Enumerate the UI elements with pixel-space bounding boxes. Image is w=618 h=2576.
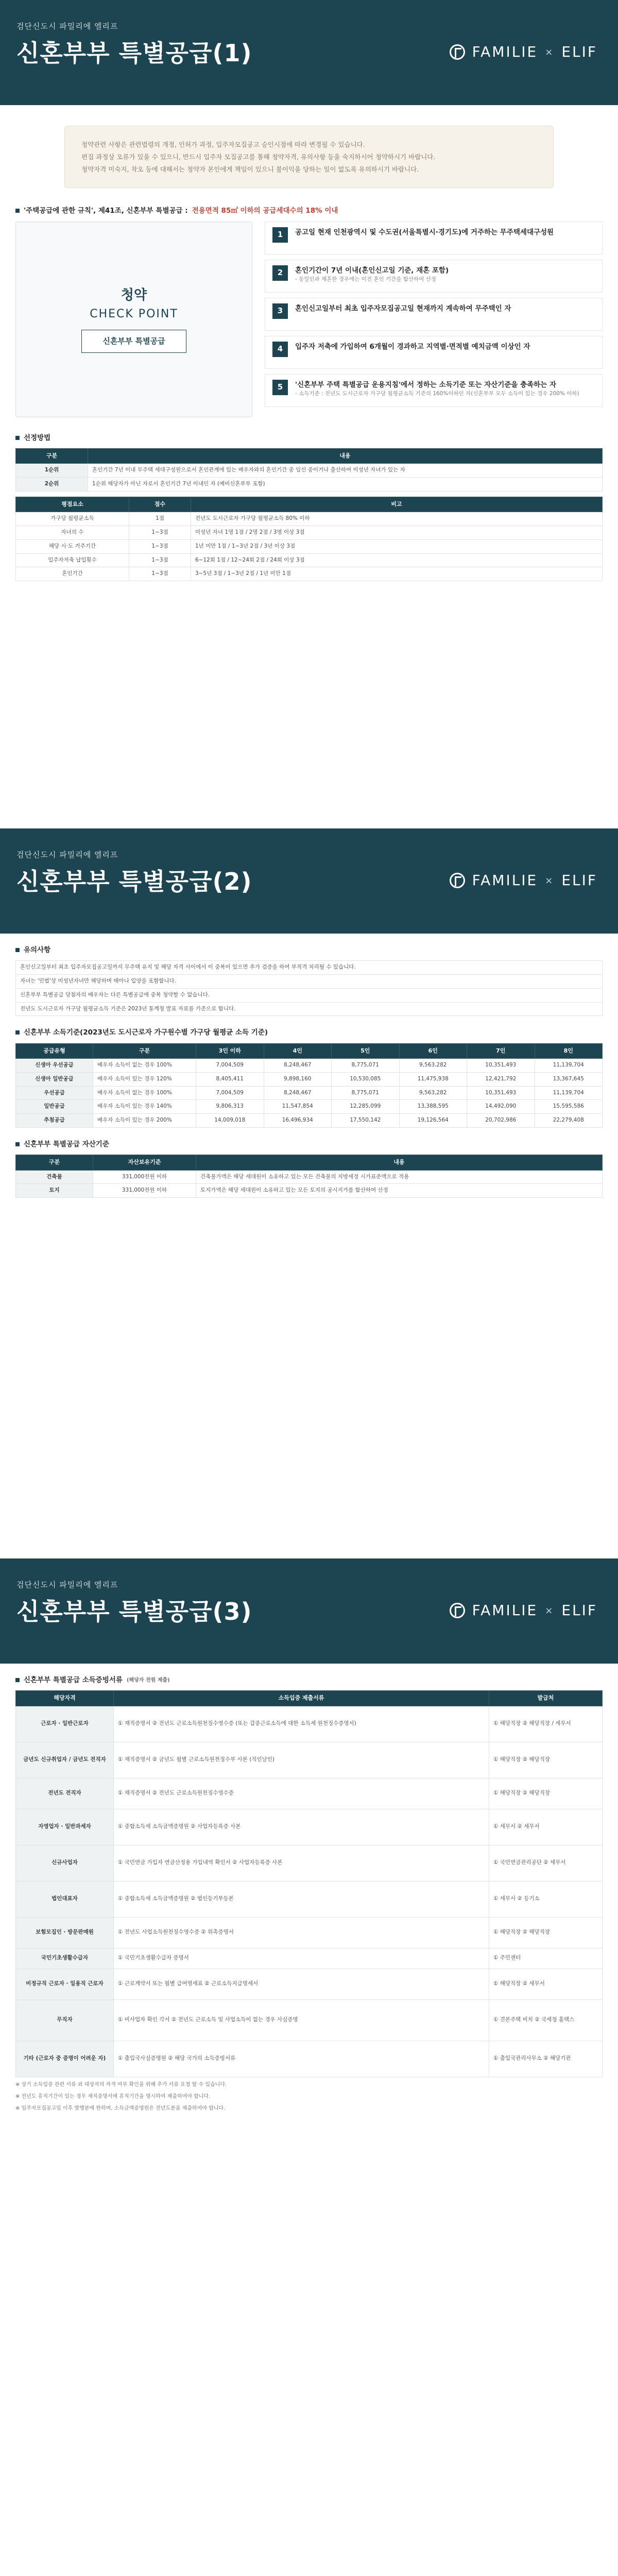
brand-logo bbox=[450, 870, 597, 891]
table-row bbox=[16, 975, 603, 989]
cell: 건축물가액은 해당 세대원이 소유하고 있는 모든 건축물의 지방세정 시가표준액으로 적용 bbox=[196, 1170, 603, 1184]
col-header: 3인 이하 bbox=[196, 1043, 264, 1059]
section-heading bbox=[15, 1675, 603, 1685]
cell: ① 세무서 ② 세무서 bbox=[489, 1809, 603, 1845]
row-value: 1순위 해당자가 아닌 자로서 혼인기간 7년 이내인 자 (예비신혼부부 포함) bbox=[88, 478, 603, 492]
heading-highlight: 전용면적 85㎡ 이하의 공급세대수의 18% 이내 bbox=[192, 207, 338, 215]
col-header: 5인 bbox=[332, 1043, 400, 1059]
cell: 기타 (근로자 중 증명이 어려운 자) bbox=[16, 2041, 114, 2077]
cell: 20,702,986 bbox=[467, 1114, 535, 1128]
table-row bbox=[16, 567, 603, 581]
cell: 미성년 자녀 1명 1점 / 2명 2점 / 3명 이상 3점 bbox=[191, 526, 603, 540]
cell: ① 출입국관리사무소 ② 해당기관 bbox=[489, 2041, 603, 2077]
section-heading bbox=[15, 433, 603, 443]
table-row bbox=[16, 988, 603, 1002]
table-row bbox=[16, 1881, 603, 1917]
table-row bbox=[16, 1100, 603, 1114]
notice-line: 청약관련 사항은 관련법령의 개정, 인허가 과정, 입주자모집공고 승인시점에 따라 변경될 수 있습니다. bbox=[81, 141, 365, 148]
cell: 10,351,493 bbox=[467, 1086, 535, 1100]
cell: 11,547,854 bbox=[264, 1100, 332, 1114]
col-header: 6인 bbox=[399, 1043, 467, 1059]
cell: 10,351,493 bbox=[467, 1059, 535, 1073]
familie-logo-icon bbox=[450, 1603, 465, 1618]
cell: 331,000천원 이하 bbox=[93, 1170, 196, 1184]
cell: 19,126,564 bbox=[399, 1114, 467, 1128]
cell: ① 해당직장 ② 해당직장 bbox=[489, 1917, 603, 1948]
table-row bbox=[16, 1706, 603, 1742]
table-row bbox=[16, 1969, 603, 1999]
footnote: ※ 전년도 휴직기간이 있는 경우 재직증명서에 휴직기간을 명시하여 제출하여야 합니다. bbox=[15, 2093, 211, 2099]
table-row bbox=[16, 1948, 603, 1969]
table-row bbox=[16, 2041, 603, 2077]
cell: 비정규직 근로자 · 일용직 근로자 bbox=[16, 1969, 114, 1999]
heading-text: 신혼부부 소득기준(2023년도 도시근로자 가구원수별 가구당 월평균 소득 기준) bbox=[24, 1028, 268, 1037]
square-bullet-icon bbox=[15, 1678, 20, 1682]
col-header: 4인 bbox=[264, 1043, 332, 1059]
cell: 보험모집인 · 방문판매원 bbox=[16, 1917, 114, 1948]
section-heading bbox=[15, 1139, 603, 1149]
cell: 배우자 소득이 있는 경우 140% bbox=[93, 1100, 196, 1114]
table-row bbox=[16, 539, 603, 553]
col-header: 점수 bbox=[129, 497, 191, 512]
note-line: 신혼부부 특별공급 당첨자의 배우자는 다른 특별공급에 중복 청약할 수 없습니다. bbox=[16, 988, 603, 1002]
table-row bbox=[16, 1742, 603, 1778]
cell: ① 해당직장 ② 해당직장 bbox=[489, 1742, 603, 1778]
note-line: 혼인신고일부터 최초 입주자모집공고일까지 무주택 유지 및 해당 자격 사이에서 이 중복이 있으면 추가 검증을 하여 부적격 처리될 수 있습니다. bbox=[16, 961, 603, 975]
table-row bbox=[16, 1114, 603, 1128]
col-header: 7인 bbox=[467, 1043, 535, 1059]
footnote: ※ 입주자모집공고일 이후 발행분에 한하며, 소득금액증명원은 전년도분을 제출하여야 합니다. bbox=[15, 2105, 226, 2111]
cell: 전년도 전직자 bbox=[16, 1778, 114, 1809]
cell: 11,139,704 bbox=[535, 1086, 603, 1100]
cell: ① 종합소득세 소득금액증명원 ② 사업자등록증 사본 bbox=[114, 1809, 489, 1845]
familie-logo-icon bbox=[450, 873, 465, 888]
cell: 신규사업자 bbox=[16, 1845, 114, 1881]
cell: 11,475,938 bbox=[399, 1072, 467, 1086]
table-row bbox=[16, 1086, 603, 1100]
logo-text: FAMILIE bbox=[472, 1602, 538, 1619]
logo-partner: ELIF bbox=[561, 1602, 597, 1619]
cell: 331,000천원 이하 bbox=[93, 1184, 196, 1198]
check-pill: 신혼부부 특별공급 bbox=[81, 330, 186, 353]
banner-3 bbox=[0, 1558, 618, 1664]
heading-note: (해당자 전원 제출) bbox=[126, 1677, 170, 1683]
cell: 1~3점 bbox=[129, 526, 191, 540]
cell: 신생아 우선공급 bbox=[16, 1059, 93, 1073]
table-row bbox=[16, 1917, 603, 1948]
banner-1 bbox=[0, 0, 618, 105]
cell: 11,139,704 bbox=[535, 1059, 603, 1073]
cell: 혼인기간 bbox=[16, 567, 129, 581]
heading-text: 유의사항 bbox=[24, 946, 51, 954]
cell: ① 출입국사실증명원 ② 해당 국가의 소득증빙서류 bbox=[114, 2041, 489, 2077]
cell: 14,492,090 bbox=[467, 1100, 535, 1114]
table-row bbox=[16, 1072, 603, 1086]
order-table bbox=[15, 448, 603, 492]
logo-cross: × bbox=[545, 1605, 555, 1616]
cell: 3~5년 3점 / 1~3년 2점 / 1년 미만 1점 bbox=[191, 567, 603, 581]
cell: 15,595,586 bbox=[535, 1100, 603, 1114]
table-row bbox=[16, 526, 603, 540]
cell: 국민기초생활수급자 bbox=[16, 1948, 114, 1969]
col-header: 8인 bbox=[535, 1043, 603, 1059]
cell: 입주자저축 납입횟수 bbox=[16, 553, 129, 567]
brand-logo bbox=[450, 1600, 597, 1621]
cell: ① 국민연금 가입자 연금산정용 가입내역 확인서 ② 사업자등록증 사본 bbox=[114, 1845, 489, 1881]
cell: ① 재직증명서 ② 금년도 월별 근로소득원천징수부 사본 (직인날인) bbox=[114, 1742, 489, 1778]
logo-partner: ELIF bbox=[561, 43, 597, 60]
table-row bbox=[16, 1845, 603, 1881]
notice-box bbox=[64, 126, 554, 188]
cell: 14,009,018 bbox=[196, 1114, 264, 1128]
document-table bbox=[15, 1690, 603, 2077]
cell: 12,421,792 bbox=[467, 1072, 535, 1086]
brand-logo bbox=[450, 41, 597, 63]
asset-table bbox=[15, 1155, 603, 1198]
cell: ① 세무서 ② 등기소 bbox=[489, 1881, 603, 1917]
cell: ① 해당직장 ② 해당직장 / 세무서 bbox=[489, 1706, 603, 1742]
cell: 22,279,408 bbox=[535, 1114, 603, 1128]
cell: 신생아 일반공급 bbox=[16, 1072, 93, 1086]
cell: 우선공급 bbox=[16, 1086, 93, 1100]
cell: 17,550,142 bbox=[332, 1114, 400, 1128]
banner-title: 신혼부부 특별공급(1) bbox=[16, 39, 252, 67]
logo-cross: × bbox=[545, 46, 555, 58]
heading-text: 선정방법 bbox=[24, 433, 51, 442]
check-title: 청약 bbox=[121, 287, 147, 303]
square-bullet-icon bbox=[15, 209, 20, 213]
cell: 배우자 소득이 있는 경우 120% bbox=[93, 1072, 196, 1086]
banner-subtitle: 검단신도시 파밀리에 엘리프 bbox=[16, 850, 118, 859]
col-header: 내용 bbox=[88, 448, 603, 464]
banner-title: 신혼부부 특별공급(2) bbox=[16, 867, 252, 895]
income-table bbox=[15, 1043, 603, 1128]
col-header: 구분 bbox=[16, 1155, 93, 1171]
table-row bbox=[16, 464, 603, 478]
cell: 12,285,099 bbox=[332, 1100, 400, 1114]
cell: 8,775,071 bbox=[332, 1086, 400, 1100]
cell: 해당 시·도 거주기간 bbox=[16, 539, 129, 553]
cell: ① 재직증명서 ② 전년도 근로소득원천징수영수증 (또는 갑종근로소득에 대한 소득세 원천징수증명서) bbox=[114, 1706, 489, 1742]
cell: ① 해당직장 ② 세무서 bbox=[489, 1969, 603, 1999]
col-header: 발급처 bbox=[489, 1691, 603, 1706]
table-row bbox=[16, 512, 603, 526]
cell: ① 종합소득세 소득금액증명원 ② 법인등기부등본 bbox=[114, 1881, 489, 1917]
step bbox=[265, 298, 603, 331]
step-number: 4 bbox=[272, 342, 288, 357]
step-number: 5 bbox=[272, 380, 288, 395]
cell: 8,405,411 bbox=[196, 1072, 264, 1086]
section-heading bbox=[15, 206, 603, 216]
cell: ① 주민센터 bbox=[489, 1948, 603, 1969]
cell: 가구당 월평균소득 bbox=[16, 512, 129, 526]
table-row bbox=[16, 553, 603, 567]
score-table bbox=[15, 497, 603, 581]
cell: ① 해당직장 ② 해당직장 bbox=[489, 1778, 603, 1809]
table-row bbox=[16, 478, 603, 492]
logo-cross: × bbox=[545, 875, 555, 886]
cell: 일반공급 bbox=[16, 1100, 93, 1114]
square-bullet-icon bbox=[15, 1030, 20, 1035]
cell: 9,806,313 bbox=[196, 1100, 264, 1114]
cell: 13,388,595 bbox=[399, 1100, 467, 1114]
col-header: 해당자격 bbox=[16, 1691, 114, 1706]
cell: 6~12회 1점 / 12~24회 2점 / 24회 이상 3점 bbox=[191, 553, 603, 567]
cell: 1점 bbox=[129, 512, 191, 526]
cell: 9,563,282 bbox=[399, 1059, 467, 1073]
table-row bbox=[16, 961, 603, 975]
table-row bbox=[16, 1002, 603, 1016]
row-value: 혼인기간 7년 이내 무주택 세대구성원으로서 혼인관계에 있는 배우자와의 혼인기간 중 임신 중이거나 출산하여 미성년 자녀가 있는 자 bbox=[88, 464, 603, 478]
section-heading bbox=[15, 945, 603, 955]
step-text: 혼인기간이 7년 이내(혼인신고일 기준, 재혼 포함) bbox=[295, 266, 449, 275]
cell: ① 비사업자 확인 각서 ② 전년도 근로소득 및 사업소득이 없는 경우 사실증명 bbox=[114, 1999, 489, 2041]
col-header: 자산보유기준 bbox=[93, 1155, 196, 1171]
check-point bbox=[15, 222, 603, 417]
footnote: ※ 상기 소득입증 관련 서류 외 대상자의 자격 여부 확인을 위해 추가 서류 요청 할 수 있습니다. bbox=[15, 2081, 227, 2088]
row-key: 1순위 bbox=[16, 464, 88, 478]
cell: ① 견본주택 비치 ② 국세청 홈택스 bbox=[489, 1999, 603, 2041]
check-point-panel bbox=[15, 222, 252, 417]
cell: 9,563,282 bbox=[399, 1086, 467, 1100]
check-sub: CHECK POINT bbox=[90, 308, 178, 321]
cell: 근로자 · 일반근로자 bbox=[16, 1706, 114, 1742]
col-header: 내용 bbox=[196, 1155, 603, 1171]
cell: ① 국민연금관리공단 ② 세무서 bbox=[489, 1845, 603, 1881]
row-key: 2순위 bbox=[16, 478, 88, 492]
cell: 8,775,071 bbox=[332, 1059, 400, 1073]
cell: 법인대표자 bbox=[16, 1881, 114, 1917]
cell: 8,248,467 bbox=[264, 1059, 332, 1073]
cell: 10,530,085 bbox=[332, 1072, 400, 1086]
note-line: 전년도 도시근로자 가구당 월평균소득 기준은 2023년 통계청 발표 자료를 기준으로 합니다. bbox=[16, 1002, 603, 1016]
cell: ① 재직증명서 ② 전년도 근로소득원천징수영수증 bbox=[114, 1778, 489, 1809]
cell: 토지가액은 해당 세대원이 소유하고 있는 모든 토지의 공시지가를 합산하여 산정 bbox=[196, 1184, 603, 1198]
table-row bbox=[16, 1059, 603, 1073]
col-header: 공급유형 bbox=[16, 1043, 93, 1059]
banner-2 bbox=[0, 828, 618, 934]
cell: 배우자 소득이 없는 경우 100% bbox=[93, 1086, 196, 1100]
note-line: 자녀는 '민법'상 미성년자녀만 해당하며 태아나 입양을 포함합니다. bbox=[16, 975, 603, 989]
col-header: 구분 bbox=[93, 1043, 196, 1059]
steps bbox=[265, 222, 603, 417]
square-bullet-icon bbox=[15, 1142, 20, 1146]
step bbox=[265, 222, 603, 255]
cell: 토지 bbox=[16, 1184, 93, 1198]
step bbox=[265, 374, 603, 407]
step-text: 혼인신고일부터 최초 입주자모집공고일 현재까지 계속하여 무주택인 자 bbox=[295, 304, 511, 313]
cell: ① 국민기초생활수급자 증명서 bbox=[114, 1948, 489, 1969]
heading-text: 신혼부부 특별공급 자산기준 bbox=[24, 1140, 109, 1148]
logo-text: FAMILIE bbox=[472, 872, 538, 889]
step-sub: - 소득기준 : 전년도 도시근로자 가구당 월평균소득 기준의 160%이하인 자(신혼부부 모두 소득이 있는 경우 200% 이하) bbox=[295, 390, 579, 397]
col-header: 평점요소 bbox=[16, 497, 129, 512]
cell: ① 전년도 사업소득원천징수영수증 ② 위촉증명서 bbox=[114, 1917, 489, 1948]
step-sub: - 동일인과 재혼한 경우에는 이전 혼인 기간을 합산하여 산정 bbox=[295, 276, 436, 282]
table-row bbox=[16, 1170, 603, 1184]
step-number: 1 bbox=[272, 227, 288, 243]
cell: 배우자 소득이 없는 경우 100% bbox=[93, 1059, 196, 1073]
step bbox=[265, 336, 603, 369]
cell: 1년 미만 1점 / 1~3년 2점 / 3년 이상 3점 bbox=[191, 539, 603, 553]
heading-text: 신혼부부 특별공급 소득증빙서류 bbox=[24, 1676, 123, 1684]
table-row bbox=[16, 1778, 603, 1809]
cell: 1~3점 bbox=[129, 539, 191, 553]
cell: ① 근로계약서 또는 월별 급여명세표 ② 근로소득지급명세서 bbox=[114, 1969, 489, 1999]
cell: 배우자 소득이 있는 경우 200% bbox=[93, 1114, 196, 1128]
cell: 무직자 bbox=[16, 1999, 114, 2041]
banner-title: 신혼부부 특별공급(3) bbox=[16, 1597, 252, 1625]
step-text: 공고일 현재 인천광역시 및 수도권(서울특별시·경기도)에 거주하는 무주택세대구성원 bbox=[295, 228, 554, 236]
cell: 자녀의 수 bbox=[16, 526, 129, 540]
table-row bbox=[16, 1184, 603, 1198]
cell: 1~3점 bbox=[129, 553, 191, 567]
col-header: 구분 bbox=[16, 448, 88, 464]
section-heading bbox=[15, 1027, 603, 1038]
logo-partner: ELIF bbox=[561, 872, 597, 889]
banner-subtitle: 검단신도시 파밀리에 엘리프 bbox=[16, 22, 118, 31]
cell: 7,004,509 bbox=[196, 1086, 264, 1100]
cell: 16,496,934 bbox=[264, 1114, 332, 1128]
table-row bbox=[16, 1999, 603, 2041]
familie-logo-icon bbox=[450, 44, 465, 60]
square-bullet-icon bbox=[15, 948, 20, 952]
banner-subtitle: 검단신도시 파밀리에 엘리프 bbox=[16, 1580, 118, 1589]
cell: 13,367,645 bbox=[535, 1072, 603, 1086]
cell: 8,248,467 bbox=[264, 1086, 332, 1100]
cell: 금년도 신규취업자 / 금년도 전직자 bbox=[16, 1742, 114, 1778]
step-number: 3 bbox=[272, 303, 288, 319]
heading-text: '주택공급에 관한 규칙', 제41조, 신혼부부 특별공급 : bbox=[24, 207, 188, 215]
notice-line: 편집 과정상 오류가 있을 수 있으니, 반드시 입주자 모집공고를 통해 청약자격, 유의사항 등을 숙지하시어 청약하시기 바랍니다. bbox=[81, 152, 436, 161]
step bbox=[265, 260, 603, 293]
cell: 7,004,509 bbox=[196, 1059, 264, 1073]
step-text: '신혼부부 주택 특별공급 운용지침'에서 정하는 소득기준 또는 자산기준을 충족하는 자 bbox=[295, 380, 556, 389]
logo-text: FAMILIE bbox=[472, 43, 538, 60]
cell: 자영업자 · 일반과세자 bbox=[16, 1809, 114, 1845]
square-bullet-icon bbox=[15, 436, 20, 440]
table-row bbox=[16, 1809, 603, 1845]
cell: 9,898,160 bbox=[264, 1072, 332, 1086]
notice-line: 청약자격 미숙지, 착오 등에 대해서는 청약자 본인에게 책임이 있으니 불이익을 당하는 일이 없도록 유의하시기 바랍니다. bbox=[81, 165, 419, 173]
col-header: 비고 bbox=[191, 497, 603, 512]
step-number: 2 bbox=[272, 265, 288, 281]
caution-table bbox=[15, 960, 603, 1016]
step-text: 입주자 저축에 가입하여 6개월이 경과하고 지역별·면적별 예치금액 이상인 자 bbox=[295, 342, 530, 351]
cell: 전년도 도시근로자 가구당 월평균소득 80% 이하 bbox=[191, 512, 603, 526]
cell: 1~3점 bbox=[129, 567, 191, 581]
col-header: 소득입증 제출서류 bbox=[114, 1691, 489, 1706]
cell: 추첨공급 bbox=[16, 1114, 93, 1128]
cell: 건축물 bbox=[16, 1170, 93, 1184]
